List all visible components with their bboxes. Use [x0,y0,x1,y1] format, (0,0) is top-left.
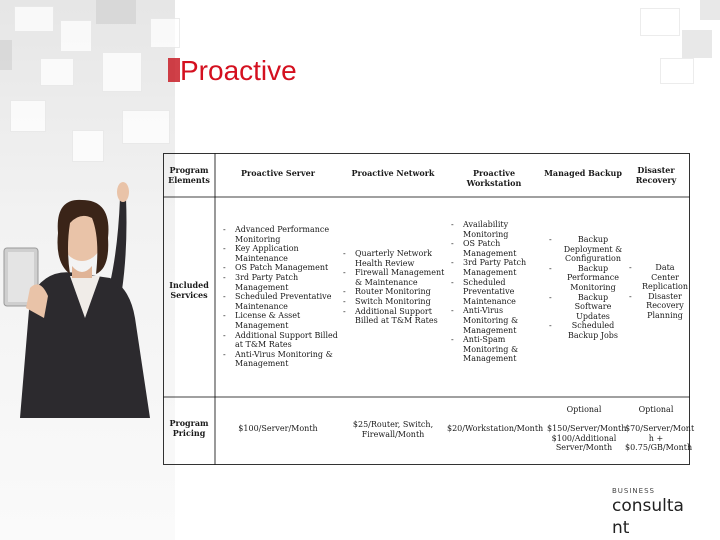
list-item: - Key Application Maintenance [221,244,341,263]
list-item: - Advanced Performance Monitoring [221,225,341,244]
decorative-square [122,110,170,144]
list-item: - Anti-Spam Monitoring & Management [449,335,547,364]
services-table [163,153,695,465]
price-server: $100/Server/Month [238,424,318,433]
brand-small-text: BUSINESS [612,487,655,495]
decorative-square [72,130,104,162]
list-item: - Anti-Virus Monitoring & Management [221,350,341,369]
decorative-square [102,52,142,92]
list-item: - Additional Support Billed at T&M Rates [221,331,341,350]
list-item: - Firewall Management & Maintenance [341,268,445,287]
decorative-square [682,30,712,58]
list-item: - Additional Support Billed at T&M Rates [341,307,445,326]
list-item: - Backup Deployment & Configuration [547,235,625,264]
price-disaster-recovery: $70/Server/Mont h + $0.75/GB/Month [625,424,695,453]
list-item: - Quarterly Network Health Review [341,249,445,268]
list-item: - Availability Monitoring [449,220,547,239]
dr-optional-label: Optional [638,405,674,414]
list-item: - Disaster Recovery Planning [627,292,689,321]
brand-big-text: consulta nt [612,496,684,538]
decorative-square [660,58,694,84]
list-item: - Switch Monitoring [341,297,445,307]
price-managed-backup: $150/Server/Month $100/Additional Server/Month [547,424,627,453]
price-workstation: $20/Workstation/Month [447,424,544,433]
slide-title: Proactive [180,55,297,86]
list-item: - 3rd Party Patch Management [221,273,341,292]
header-proactive-workstation: Proactive Workstation [466,168,522,188]
list-item: - 3rd Party Patch Management [449,258,547,277]
list-item: - Backup Performance Monitoring [547,264,625,293]
list-item: - OS Patch Management [221,263,341,273]
header-disaster-recovery: Disaster Recovery [635,165,677,185]
list-item: - Router Monitoring [341,287,445,297]
decorative-square [640,8,680,36]
network-services-list [341,249,445,326]
decorative-square [150,18,180,48]
backup-services-list [547,235,625,341]
businesswoman-illustration [0,178,175,418]
server-services-list [221,225,341,369]
list-item: - OS Patch Management [449,239,547,258]
decorative-square [700,0,720,20]
list-item: - Scheduled Preventative Maintenance [221,292,341,311]
header-proactive-network: Proactive Network [351,168,435,178]
decorative-square [40,58,74,86]
decorative-square [10,100,46,132]
price-network: $25/Router, Switch, Firewall/Month [352,420,434,439]
backup-optional-label: Optional [566,405,602,414]
row-header-included-services: Included Services [169,280,209,300]
brand-logo [612,487,692,539]
decorative-square [14,6,54,32]
row-header-program-pricing: Program Pricing [169,418,209,438]
list-item: - Scheduled Preventative Maintenance [449,278,547,307]
decorative-square [60,20,92,52]
disaster-recovery-services-list [627,263,689,321]
header-managed-backup: Managed Backup [544,168,622,178]
workstation-services-list [449,220,547,364]
list-item: - Anti-Virus Monitoring & Management [449,306,547,335]
decorative-square [0,40,12,70]
list-item: - Backup Software Updates [547,293,625,322]
header-proactive-server: Proactive Server [241,168,315,178]
list-item: - License & Asset Management [221,311,341,330]
decorative-square [96,0,136,24]
list-item: - Data Center Replication [627,263,689,292]
list-item: - Scheduled Backup Jobs [547,321,625,340]
decorative-square [168,58,180,82]
header-program-elements: Program Elements [168,165,210,185]
